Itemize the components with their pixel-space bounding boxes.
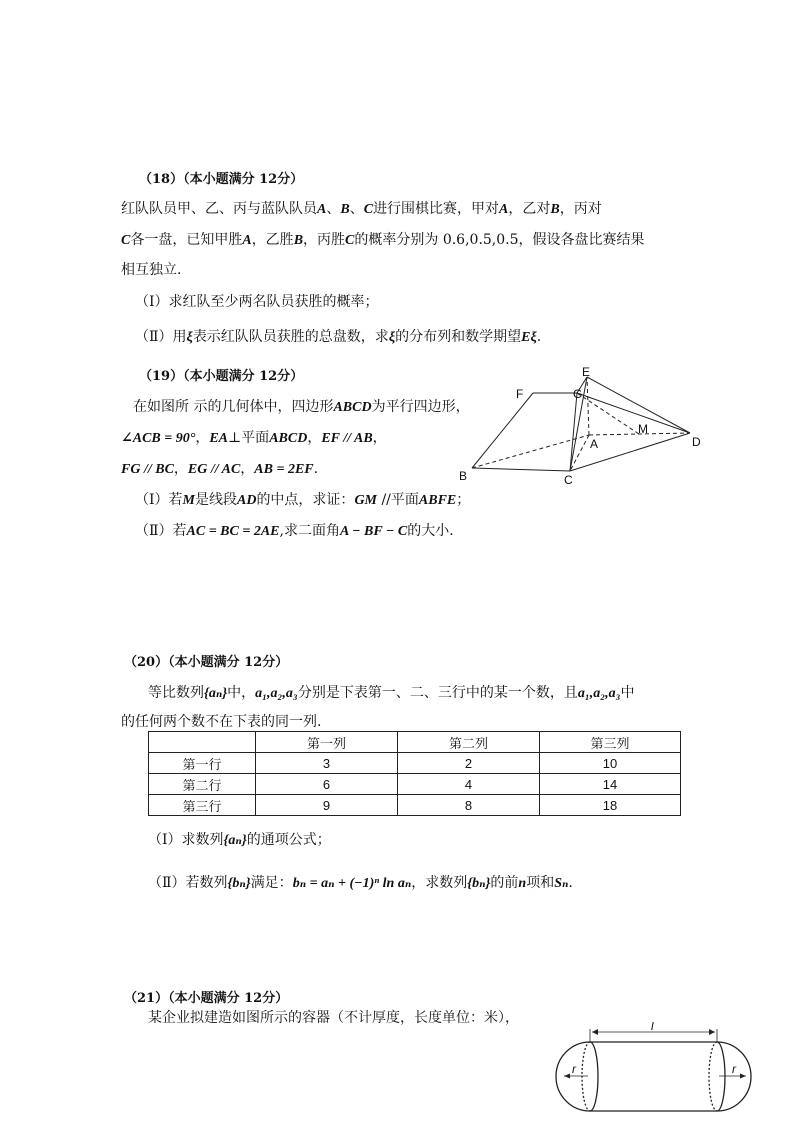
text: 中， (227, 685, 256, 701)
q18-line-1 (121, 198, 602, 218)
text: ， (195, 430, 210, 446)
math: {aₙ} (223, 833, 247, 848)
label-d: D (692, 435, 701, 449)
text: 的中点，求证： (256, 492, 355, 508)
math: FG // BC (121, 462, 174, 477)
q20-line-1 (148, 682, 634, 702)
table-cell: 第三列 (540, 732, 681, 753)
math: A (317, 202, 327, 217)
table-cell: 9 (256, 795, 398, 816)
text: ,求二面角 (279, 523, 340, 539)
text: ，丙对 (559, 201, 602, 217)
table-cell: 第二列 (398, 732, 540, 753)
text: 分别是下表第一、二、三行中的某一个数，且 (297, 685, 578, 701)
math: A − BF − C (339, 524, 408, 539)
math: C (345, 233, 355, 248)
math: {bₙ} (227, 876, 251, 891)
table-cell: 第三行 (149, 795, 256, 816)
math: AB = 2EF (254, 462, 314, 477)
q19-line-1 (133, 396, 470, 416)
text: 的通项公式； (246, 832, 331, 848)
q18-part-1: （Ⅰ）求红队至少两名队员获胜的概率； (135, 294, 379, 310)
text: ，求数列 (411, 875, 468, 891)
math: B (550, 202, 560, 217)
math: AC = BC = 2AE (186, 524, 280, 539)
math: {aₙ} (204, 686, 228, 701)
right-section-front (717, 1042, 725, 1111)
math: C (363, 202, 374, 217)
math: AD (236, 493, 257, 508)
math: n (518, 876, 527, 891)
math: a₁,a₂,a₃ (577, 686, 621, 701)
label-b: B (459, 469, 468, 483)
label-f: F (516, 387, 524, 401)
edge-ae (587, 377, 589, 435)
table-cell: 第一行 (149, 753, 256, 774)
table-cell: 2 (398, 753, 540, 774)
edge-gd (577, 393, 690, 433)
text: （Ⅱ）若数列 (148, 875, 228, 891)
table-cell: 14 (540, 774, 681, 795)
text: ，乙胜 (251, 232, 294, 248)
q19-part-2 (135, 520, 454, 540)
text: 进行围棋比赛，甲对 (373, 201, 500, 217)
text: 项和 (526, 875, 555, 891)
q20-part-2 (148, 872, 573, 892)
text: ， (173, 461, 188, 477)
text: 等比数列 (148, 685, 204, 701)
edge-cd (570, 433, 690, 471)
math: A (499, 202, 509, 217)
q19-line-3 (121, 458, 318, 478)
table-cell: 18 (540, 795, 681, 816)
math: ξ (186, 330, 193, 345)
text: 的大小. (407, 523, 454, 539)
text: . (536, 329, 542, 345)
q18-heading: （18）（本小题满分 12分） (139, 172, 304, 187)
edge-cg (570, 393, 577, 471)
text: 的前 (490, 875, 519, 891)
edge-bf (472, 393, 533, 468)
text: ， (307, 430, 322, 446)
math: EF // AB (321, 431, 373, 446)
arrow-left (592, 1029, 598, 1035)
text: 是线段 (194, 492, 237, 508)
capsule-figure (552, 1022, 762, 1120)
text: 中 (620, 685, 635, 701)
text: ， (372, 430, 387, 446)
table-cell: 第一列 (256, 732, 398, 753)
math: C (121, 233, 131, 248)
q21-heading: （21）（本小题满分 12分） (124, 991, 289, 1006)
label-g: G (573, 387, 583, 401)
text: ，丙胜 (303, 232, 346, 248)
text: 各一盘，已知甲胜 (130, 232, 243, 248)
text: 红队队员甲、乙、丙与蓝队队员 (121, 201, 317, 217)
label-r-left: r (572, 1062, 576, 1076)
q19-part-1 (135, 489, 470, 509)
math: EG // AC (187, 462, 241, 477)
label-a: A (590, 437, 599, 451)
arrow-radius-left (564, 1074, 570, 1079)
q20-heading: （20）（本小题满分 12分） (124, 655, 289, 670)
text: （Ⅱ）用 (135, 329, 187, 345)
label-m: M (638, 422, 648, 436)
q20-line-2: 的任何两个数不在下表的同一列. (121, 714, 322, 730)
text: 、 (326, 201, 341, 217)
math: ξ (388, 330, 396, 345)
math: bₙ = aₙ + (−1)ⁿ ln aₙ (292, 876, 412, 891)
label-l: l (651, 1022, 654, 1033)
table-header-row (149, 732, 681, 753)
math: Eξ (521, 330, 537, 345)
math: ABCD (269, 431, 308, 446)
arrow-right (709, 1029, 715, 1035)
q18-line-3: 相互独立. (121, 262, 182, 278)
text: //平面 (377, 492, 419, 508)
text: 为平行四边形， (371, 399, 470, 415)
text: （Ⅰ）若 (135, 492, 183, 508)
table-cell: 4 (398, 774, 540, 795)
edge-bc (472, 468, 570, 471)
data-table (148, 731, 681, 816)
math: ABFE (418, 493, 457, 508)
label-r-right: r (732, 1062, 736, 1076)
geometry-figure (455, 362, 715, 490)
math: B (293, 233, 304, 248)
table-row (149, 774, 681, 795)
label-c: C (564, 473, 573, 487)
table-cell: 第二行 (149, 774, 256, 795)
text: （Ⅰ）求数列 (148, 832, 224, 848)
math: {bₙ} (467, 876, 491, 891)
left-section-back (582, 1042, 590, 1111)
right-section-back (709, 1042, 717, 1111)
q18-part-2 (135, 326, 541, 346)
math: ABCD (333, 400, 372, 415)
table-cell: 3 (256, 753, 398, 774)
math: A (242, 233, 252, 248)
left-section-front (590, 1042, 598, 1111)
text: 在如图所 示的几何体中，四边形 (133, 399, 334, 415)
label-e: E (582, 365, 591, 379)
table-cell: 10 (540, 753, 681, 774)
math: EA (209, 431, 229, 446)
text: 、 (349, 201, 364, 217)
q18-line-2 (121, 229, 645, 249)
arrow-radius-right (740, 1074, 746, 1079)
text: . (568, 875, 573, 891)
math: a₁,a₂,a₃ (255, 686, 298, 701)
table-cell (149, 732, 256, 753)
text: . (313, 461, 319, 477)
text: 的概率分别为 0.6,0.5,0.5，假设各盘比赛结果 (354, 232, 645, 248)
math: ∠ACB = 90° (121, 431, 196, 446)
text: 表示红队队员获胜的总盘数，求 (192, 329, 389, 345)
edge-gm (577, 393, 639, 434)
text: ， (240, 461, 255, 477)
table-cell: 8 (398, 795, 540, 816)
text: ； (456, 492, 471, 508)
table-cell: 6 (256, 774, 398, 795)
text: ⊥平面 (228, 430, 270, 446)
q21-line-1: 某企业拟建造如图所示的容器（不计厚度，长度单位：米）， (148, 1010, 519, 1026)
q19-line-2 (121, 427, 387, 447)
math: GM (354, 493, 377, 508)
math: M (182, 493, 195, 508)
text: （Ⅱ）若 (135, 523, 187, 539)
text: ，乙对 (508, 201, 551, 217)
table-row (149, 795, 681, 816)
math: B (340, 202, 350, 217)
text: 满足： (250, 875, 293, 891)
q19-heading: （19）（本小题满分 12分） (139, 369, 304, 384)
math: Sₙ (554, 876, 569, 891)
table-row (149, 753, 681, 774)
text: 的分布列和数学期望 (395, 329, 522, 345)
q20-part-1 (148, 829, 331, 849)
